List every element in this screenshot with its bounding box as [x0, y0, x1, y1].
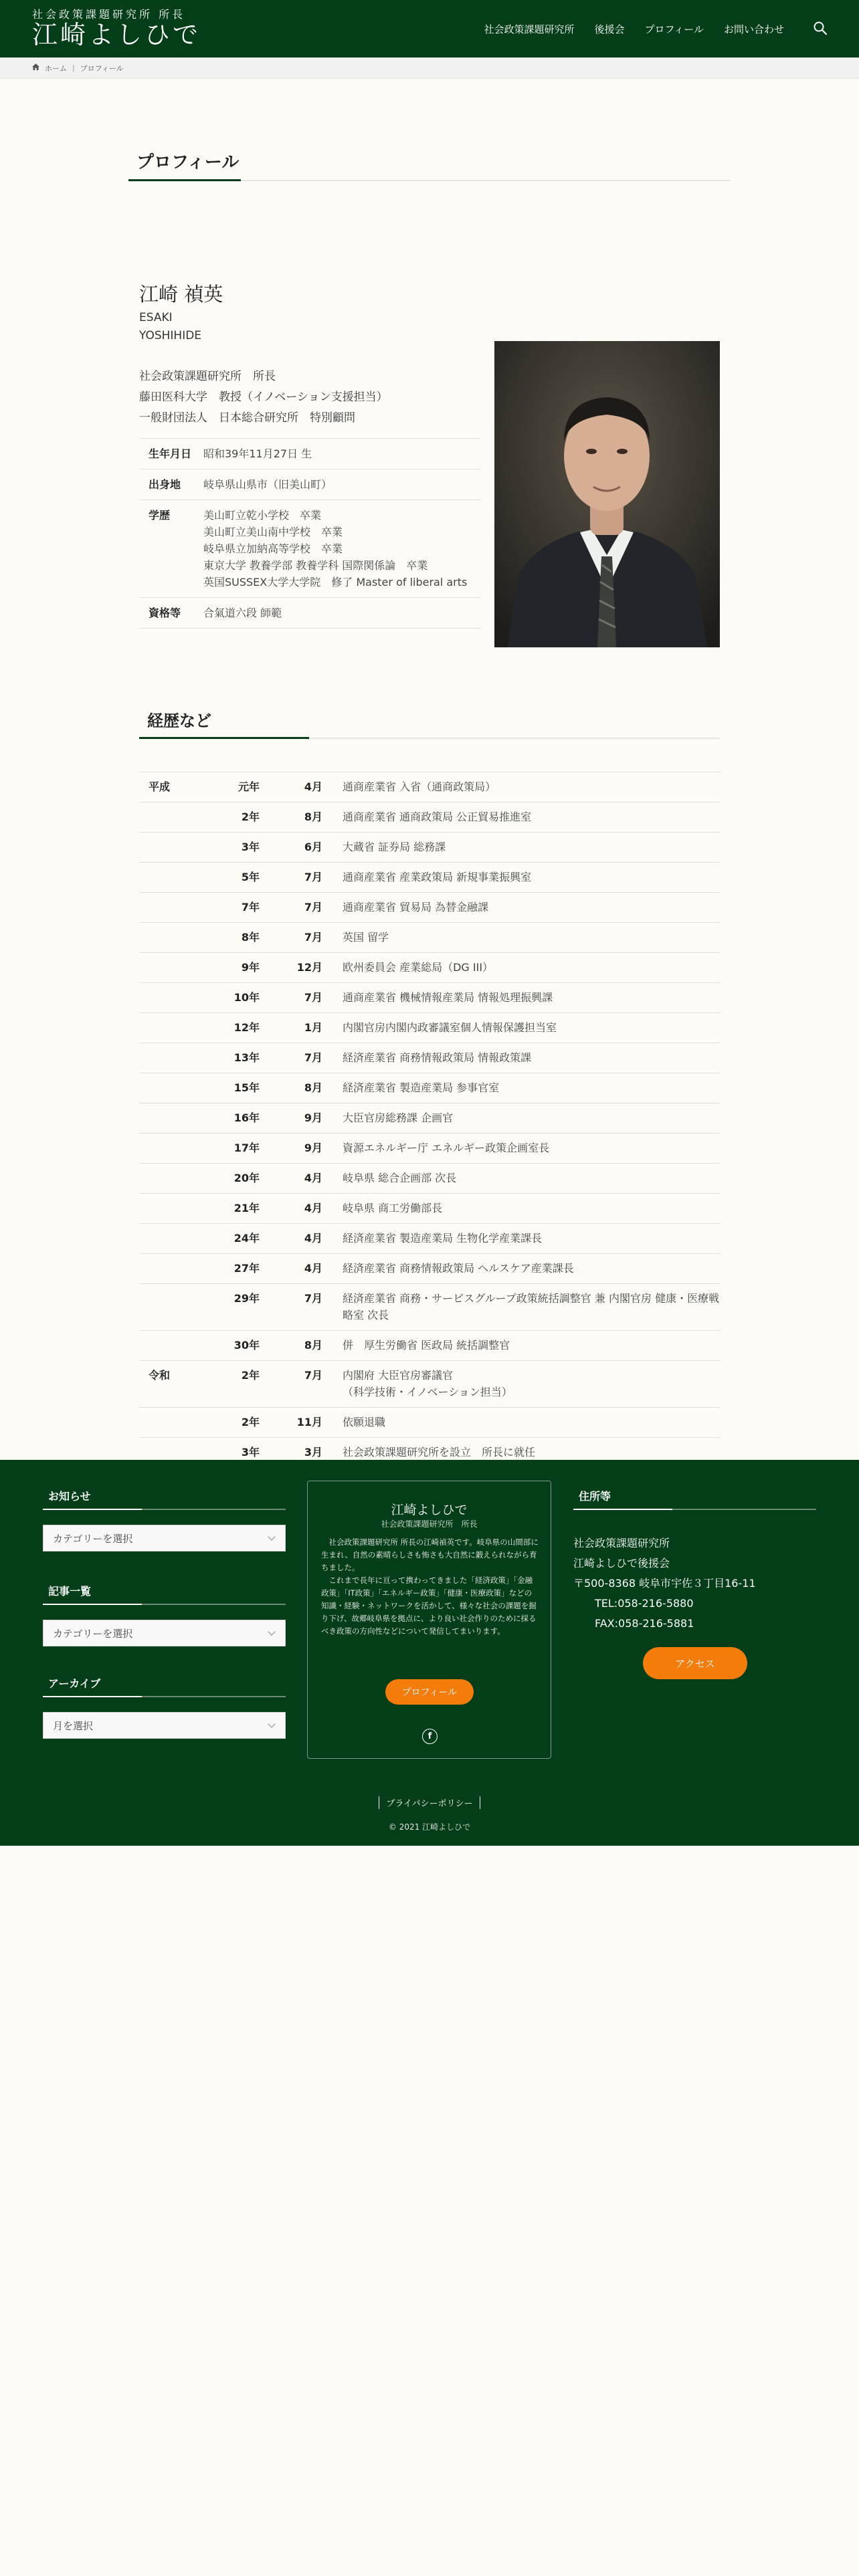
home-icon	[32, 64, 39, 72]
career-event: 通商産業省 産業政策局 新規事業振興室	[322, 863, 720, 893]
career-month: 7月	[260, 983, 322, 1013]
row-label-birthdate: 生年月日	[139, 439, 198, 469]
career-row	[139, 833, 720, 863]
career-event: 内閣府 大臣官房審議官 （科学技術・イノベーション担当）	[322, 1361, 720, 1408]
career-year: 24年	[213, 1224, 260, 1254]
career-table	[139, 772, 720, 1468]
career-event: 併 厚生労働省 医政局 統括調整官	[322, 1331, 720, 1361]
row-value-hometown	[198, 469, 480, 500]
widget-title-archive: アーカイブ	[48, 1677, 101, 1690]
name-roman-given: YOSHIHIDE	[139, 329, 202, 342]
career-row	[139, 1224, 720, 1254]
career-event: 岐阜県 総合企画部 次長	[322, 1164, 720, 1194]
value-line: 美山町立乾小学校 卒業	[203, 509, 322, 522]
breadcrumb	[0, 58, 859, 79]
value-line: 美山町立美山南中学校 卒業	[203, 526, 343, 538]
position-item: 社会政策課題研究所 所長	[139, 370, 276, 383]
profile-name-roman	[139, 309, 201, 345]
phone-number: TEL:058-216-5880	[595, 1597, 694, 1610]
archive-month-select[interactable]	[43, 1712, 286, 1739]
page-title-block	[128, 148, 731, 181]
title-underline	[128, 180, 731, 181]
career-era	[139, 1194, 213, 1224]
career-era	[139, 1408, 213, 1438]
career-event: 資源エネルギー庁 エネルギー政策企画室長	[322, 1134, 720, 1164]
career-era	[139, 1103, 213, 1134]
profile-portrait-photo	[494, 341, 720, 647]
chevron-down-icon	[268, 1628, 275, 1635]
career-era	[139, 923, 213, 953]
breadcrumb-home[interactable]: ホーム	[45, 64, 67, 73]
main-content	[0, 79, 859, 1457]
career-underline	[139, 738, 720, 739]
table-row	[139, 500, 480, 598]
career-era	[139, 983, 213, 1013]
row-label-hometown: 出身地	[139, 469, 198, 500]
career-era	[139, 833, 213, 863]
career-era	[139, 893, 213, 923]
career-event: 英国 留学	[322, 923, 720, 953]
career-event: 社会政策課題研究所を設立 所長に就任	[322, 1438, 720, 1468]
row-label-qualifications: 資格等	[139, 598, 198, 629]
name-roman-family: ESAKI	[139, 311, 173, 324]
career-row	[139, 1043, 720, 1073]
widget-title-articles: 記事一覧	[48, 1585, 92, 1598]
career-year: 7年	[213, 893, 260, 923]
address-line: 社会政策課題研究所	[573, 1537, 670, 1549]
career-year: 13年	[213, 1043, 260, 1073]
site-footer	[0, 1460, 859, 1846]
career-row	[139, 923, 720, 953]
fax-number: FAX:058-216-5881	[595, 1617, 694, 1630]
address-line: 〒500-8368 岐阜市宇佐３丁目16-11	[573, 1577, 756, 1590]
profile-button[interactable]: プロフィール	[385, 1679, 474, 1705]
privacy-policy-link[interactable]: プライバシーポリシー	[379, 1796, 480, 1809]
career-year: 21年	[213, 1194, 260, 1224]
widget-underline	[43, 1509, 286, 1510]
career-heading: 経歴など	[147, 712, 211, 730]
career-year: 5年	[213, 863, 260, 893]
career-year: 2年	[213, 1408, 260, 1438]
widget-underline	[43, 1604, 286, 1605]
select-value: 月を選択	[53, 1719, 94, 1732]
chevron-down-icon	[268, 1720, 275, 1727]
position-item: 一般財団法人 日本総合研究所 特別顧問	[139, 411, 355, 425]
chevron-down-icon	[268, 1533, 275, 1540]
career-row	[139, 953, 720, 983]
career-event: 経済産業省 製造産業局 生物化学産業課長	[322, 1224, 720, 1254]
career-year: 3年	[213, 1438, 260, 1468]
career-month: 7月	[260, 893, 322, 923]
select-value: カテゴリーを選択	[53, 1627, 133, 1640]
table-row	[139, 469, 480, 500]
career-era	[139, 1073, 213, 1103]
career-row	[139, 1361, 720, 1408]
career-event: 通商産業省 機械情報産業局 情報処理振興課	[322, 983, 720, 1013]
profile-info-table	[139, 438, 480, 629]
career-year: 15年	[213, 1073, 260, 1103]
value-line: 東京大学 教養学部 教養学科 国際関係論 卒業	[203, 559, 428, 572]
career-era	[139, 863, 213, 893]
career-month: 6月	[260, 833, 322, 863]
value-line: 英国SUSSEX大学大学院 修了 Master of liberal arts	[203, 576, 468, 588]
career-event: 経済産業省 商務情報政策局 情報政策課	[322, 1043, 720, 1073]
widget-title-news: お知らせ	[48, 1490, 91, 1503]
row-value-birthdate	[198, 439, 480, 469]
career-era	[139, 953, 213, 983]
career-year: 元年	[213, 772, 260, 802]
career-month: 7月	[260, 923, 322, 953]
career-event: 通商産業省 入省（通商政策局）	[322, 772, 720, 802]
career-era	[139, 1284, 213, 1331]
career-row	[139, 1194, 720, 1224]
site-header	[0, 0, 859, 58]
address-line: 江崎よしひで後援会	[573, 1557, 670, 1570]
logo-subtitle: 社会政策課題研究所 所長	[32, 8, 186, 21]
career-month: 11月	[260, 1408, 322, 1438]
row-value-education	[198, 500, 480, 598]
global-nav	[484, 0, 784, 58]
row-value-qualifications	[198, 598, 480, 629]
bio-title: 社会政策課題研究所 所長	[381, 1519, 478, 1529]
copyright: © 2021 江崎よしひで	[388, 1822, 471, 1832]
career-month: 8月	[260, 802, 322, 833]
breadcrumb-current: プロフィール	[80, 64, 124, 73]
career-year: 2年	[213, 802, 260, 833]
career-row	[139, 1408, 720, 1438]
career-era	[139, 1331, 213, 1361]
career-era	[139, 1224, 213, 1254]
career-era: 平成	[139, 772, 213, 802]
career-year: 16年	[213, 1103, 260, 1134]
career-month: 12月	[260, 953, 322, 983]
career-year: 8年	[213, 923, 260, 953]
career-month: 8月	[260, 1331, 322, 1361]
career-row	[139, 1164, 720, 1194]
news-category-select[interactable]	[43, 1525, 286, 1551]
career-event: 内閣官房内閣内政審議室個人情報保護担当室	[322, 1013, 720, 1043]
select-value: カテゴリーを選択	[53, 1532, 133, 1545]
career-title-block	[139, 708, 720, 739]
career-era	[139, 1013, 213, 1043]
articles-category-select[interactable]	[43, 1620, 286, 1646]
page-title: プロフィール	[136, 152, 240, 173]
position-item: 藤田医科大学 教授（イノベーション支援担当）	[139, 391, 388, 404]
career-table-body	[139, 772, 720, 1468]
career-row	[139, 1073, 720, 1103]
career-event: 欧州委員会 産業総局（DG III）	[322, 953, 720, 983]
career-month: 8月	[260, 1073, 322, 1103]
facebook-icon[interactable]: f	[422, 1729, 438, 1744]
career-era	[139, 802, 213, 833]
profile-positions	[139, 366, 388, 429]
career-row	[139, 983, 720, 1013]
breadcrumb-separator: |	[72, 64, 75, 72]
career-era	[139, 1254, 213, 1284]
career-year: 9年	[213, 953, 260, 983]
career-month: 4月	[260, 772, 322, 802]
table-row	[139, 598, 480, 629]
value-line: 岐阜県山県市（旧美山町）	[203, 478, 332, 491]
career-month: 7月	[260, 1361, 322, 1408]
career-row	[139, 863, 720, 893]
career-year: 10年	[213, 983, 260, 1013]
widget-underline	[43, 1696, 286, 1697]
career-month: 9月	[260, 1103, 322, 1134]
career-row	[139, 1134, 720, 1164]
career-row	[139, 1331, 720, 1361]
career-month: 7月	[260, 863, 322, 893]
access-button[interactable]: アクセス	[643, 1647, 747, 1679]
logo-title: 江崎よしひで	[32, 20, 201, 49]
address-block	[573, 1533, 756, 1634]
career-event: 通商産業省 貿易局 為替金融課	[322, 893, 720, 923]
career-month: 4月	[260, 1194, 322, 1224]
career-era	[139, 1043, 213, 1073]
value-line: 昭和39年11月27日 生	[203, 447, 312, 460]
career-row	[139, 1254, 720, 1284]
career-month: 7月	[260, 1284, 322, 1331]
career-year: 29年	[213, 1284, 260, 1331]
widget-title-address: 住所等	[579, 1490, 611, 1503]
career-row	[139, 893, 720, 923]
career-month: 3月	[260, 1438, 322, 1468]
row-label-education: 学歴	[139, 500, 198, 598]
career-year: 3年	[213, 833, 260, 863]
career-row	[139, 1103, 720, 1134]
career-month: 1月	[260, 1013, 322, 1043]
value-line: 岐阜県立加納高等学校 卒業	[203, 542, 343, 555]
career-year: 27年	[213, 1254, 260, 1284]
career-event: 通商産業省 通商政策局 公正貿易推進室	[322, 802, 720, 833]
career-year: 20年	[213, 1164, 260, 1194]
career-month: 4月	[260, 1164, 322, 1194]
career-row	[139, 1284, 720, 1331]
career-month: 4月	[260, 1224, 322, 1254]
career-year: 2年	[213, 1361, 260, 1408]
career-event: 大臣官房総務課 企画官	[322, 1103, 720, 1134]
widget-underline	[573, 1509, 816, 1510]
career-month: 9月	[260, 1134, 322, 1164]
bio-box	[307, 1481, 551, 1759]
career-event: 経済産業省 商務情報政策局 ヘルスケア産業課長	[322, 1254, 720, 1284]
bio-text: 社会政策課題研究所 所長の江崎禎英です。岐阜県の山間部に生まれ、自然の素晴らしさも怖さも大自然に鍛えられながら育ちました。 これまで長年に亘って携わってきました「経済政策」「金融政策」「IT政策」「エネルギー政策」「健康・医療政策」などの知識・経験・ネットワークを活かして、様々な社会の課題を掘り下げ、故郷岐阜県を拠点に、より良い社会作りのために採るべき政策の方向性などについて発信してまいります。	[321, 1537, 539, 1636]
nav-item-institute[interactable]: 社会政策課題研究所	[484, 23, 575, 35]
bio-name: 江崎よしひで	[391, 1503, 468, 1517]
site-logo[interactable]	[32, 8, 201, 49]
value-line: 合氣道六段 師範	[203, 607, 282, 619]
career-year: 17年	[213, 1134, 260, 1164]
nav-item-supporters[interactable]: 後援会	[594, 23, 625, 35]
career-event: 岐阜県 商工労働部長	[322, 1194, 720, 1224]
career-month: 7月	[260, 1043, 322, 1073]
career-row	[139, 1013, 720, 1043]
career-row	[139, 802, 720, 833]
profile-name: 江崎 禎英	[139, 283, 223, 306]
nav-item-contact[interactable]: お問い合わせ	[723, 23, 784, 35]
career-event: 経済産業省 製造産業局 参事官室	[322, 1073, 720, 1103]
career-year: 12年	[213, 1013, 260, 1043]
career-event: 経済産業省 商務・サービスグループ政策統括調整官 兼 内閣官房 健康・医療戦略室 次長	[322, 1284, 720, 1331]
table-row	[139, 439, 480, 469]
career-era	[139, 1164, 213, 1194]
career-era: 令和	[139, 1361, 213, 1408]
nav-item-profile[interactable]: プロフィール	[644, 23, 704, 35]
career-event: 大蔵省 証券局 総務課	[322, 833, 720, 863]
career-event: 依願退職	[322, 1408, 720, 1438]
search-icon[interactable]	[812, 20, 828, 36]
career-month: 4月	[260, 1254, 322, 1284]
footer-links	[0, 1796, 859, 1809]
career-row	[139, 772, 720, 802]
career-year: 30年	[213, 1331, 260, 1361]
career-era	[139, 1134, 213, 1164]
